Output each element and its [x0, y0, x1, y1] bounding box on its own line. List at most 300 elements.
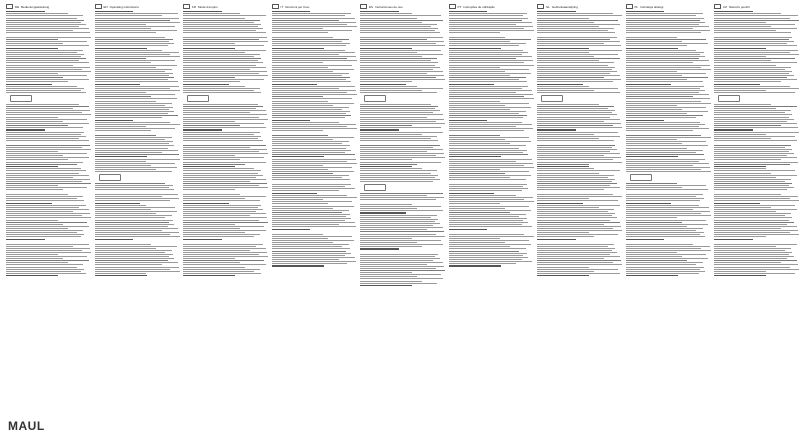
text-line [95, 161, 147, 162]
text-line [272, 37, 334, 38]
text-line [537, 37, 617, 38]
text-line [272, 115, 352, 116]
text-line [272, 77, 350, 78]
text-line [449, 22, 532, 23]
button-illustration [187, 95, 209, 102]
text-line [626, 50, 697, 51]
text-line [183, 11, 222, 12]
text-line [449, 101, 501, 102]
text-line [95, 107, 173, 108]
text-line [6, 24, 86, 25]
text-line [360, 117, 427, 118]
text-line [449, 210, 532, 211]
text-line [6, 69, 82, 70]
text-line [714, 209, 797, 210]
button-illustration [99, 174, 121, 181]
text-line [183, 117, 259, 118]
text-line [626, 264, 697, 265]
text-line [626, 222, 683, 223]
text-line [449, 156, 501, 157]
text-line [360, 268, 436, 269]
text-line [95, 194, 178, 195]
text-line [272, 132, 353, 134]
button-illustration [718, 95, 740, 102]
text-line [537, 54, 618, 55]
text-line [95, 111, 175, 112]
text-line [272, 58, 348, 59]
text-line [626, 252, 678, 253]
text-line [360, 127, 441, 128]
text-line [714, 67, 791, 68]
text-line [272, 201, 353, 202]
text-line [183, 209, 263, 210]
text-line [537, 183, 617, 184]
text-line [626, 207, 709, 208]
text-line [626, 124, 706, 125]
text-line [449, 246, 511, 247]
text-line [449, 231, 533, 233]
text-line [360, 108, 435, 109]
manual-column-cz [714, 4, 800, 416]
text-line [449, 132, 534, 134]
text-line [95, 50, 162, 51]
text-line [95, 222, 170, 223]
text-line [6, 234, 84, 235]
text-line [95, 260, 168, 261]
text-line [714, 50, 798, 51]
text-line [6, 275, 58, 276]
column-heading: Istruzioni per l'uso [285, 4, 310, 9]
text-line [272, 28, 324, 29]
text-line [360, 145, 440, 146]
text-line [95, 120, 134, 121]
text-line [95, 90, 180, 91]
text-line [360, 123, 445, 124]
text-line [626, 275, 678, 276]
language-label: ES [369, 4, 374, 9]
text-line [6, 106, 89, 107]
column-header [537, 4, 623, 9]
text-line [714, 62, 797, 63]
text-line [95, 217, 166, 218]
text-line [183, 220, 259, 221]
text-line [6, 108, 73, 109]
text-line [360, 119, 444, 120]
text-line [626, 107, 707, 108]
text-line [537, 52, 589, 53]
text-line [360, 262, 443, 263]
text-line [537, 162, 622, 163]
text-line [449, 218, 527, 219]
text-line [537, 129, 576, 130]
text-line [6, 264, 83, 265]
text-line [360, 73, 427, 74]
text-line [537, 140, 614, 141]
text-line [6, 209, 89, 210]
text-line [272, 236, 353, 237]
text-line [714, 177, 776, 178]
text-line [449, 197, 533, 198]
text-line [6, 271, 81, 272]
text-line [6, 45, 89, 46]
text-line [272, 154, 355, 155]
text-line [626, 271, 706, 272]
text-line [626, 230, 697, 231]
text-line [626, 209, 693, 210]
text-line [360, 175, 438, 176]
text-line [95, 84, 141, 85]
text-line [714, 110, 791, 111]
text-line [183, 28, 263, 29]
text-line [714, 15, 798, 16]
text-line [272, 67, 329, 68]
text-line [537, 30, 608, 31]
text-line [95, 60, 176, 61]
text-line [183, 187, 268, 188]
text-line [449, 190, 522, 191]
text-line [6, 75, 87, 76]
text-line [272, 231, 357, 233]
text-line [714, 134, 766, 135]
text-line [626, 28, 693, 29]
text-line [95, 271, 180, 272]
text-line [272, 32, 329, 33]
text-line [6, 48, 58, 49]
text-line [183, 48, 235, 49]
text-line [537, 177, 608, 178]
text-line [626, 150, 703, 151]
text-line [360, 217, 431, 218]
text-line [6, 37, 91, 38]
manual-column-de [6, 4, 92, 416]
text-line [449, 203, 501, 204]
text-line [626, 154, 704, 155]
text-line [183, 244, 263, 245]
text-line [360, 204, 412, 205]
text-line [449, 257, 529, 258]
text-line [272, 26, 357, 27]
text-line [95, 196, 162, 197]
text-line [183, 189, 235, 190]
text-line [6, 246, 73, 247]
text-line [449, 26, 533, 27]
text-line [714, 88, 799, 89]
text-line [95, 71, 166, 72]
text-line [360, 208, 417, 209]
text-line [6, 262, 68, 263]
text-line [626, 54, 701, 55]
text-line [714, 236, 766, 237]
text-line [626, 39, 707, 40]
text-line [95, 41, 170, 42]
text-line [6, 112, 82, 113]
text-line [626, 256, 683, 257]
text-line [449, 130, 525, 131]
text-line [95, 159, 180, 160]
text-line [183, 191, 264, 193]
text-line [626, 215, 711, 216]
text-line [6, 114, 91, 115]
text-line [183, 65, 256, 66]
text-line [714, 75, 794, 76]
text-line [272, 94, 357, 95]
text-line [95, 115, 178, 116]
text-line [714, 24, 795, 25]
text-line [714, 168, 766, 169]
text-line [272, 248, 350, 249]
text-line [272, 143, 343, 144]
text-line [449, 186, 524, 187]
text-line [537, 273, 620, 274]
text-line [6, 239, 45, 240]
text-line [272, 242, 334, 243]
text-line [272, 244, 349, 245]
text-line [6, 269, 84, 270]
text-line [626, 156, 678, 157]
text-line [360, 164, 417, 165]
text-line [449, 179, 526, 180]
text-line [183, 84, 229, 85]
text-line [95, 88, 171, 89]
text-line [272, 246, 343, 247]
text-line [714, 125, 781, 126]
text-line [714, 181, 785, 182]
text-line [626, 260, 688, 261]
text-line [626, 135, 702, 136]
text-line [272, 13, 352, 14]
text-line [714, 191, 797, 193]
text-line [626, 194, 703, 195]
text-line [183, 79, 264, 80]
text-line [272, 179, 350, 180]
text-line [6, 203, 52, 204]
text-line [6, 136, 86, 137]
text-line [183, 50, 266, 51]
text-line [449, 90, 532, 91]
text-line [537, 67, 615, 68]
text-line [449, 94, 533, 95]
text-line [714, 256, 794, 257]
text-line [537, 217, 617, 218]
text-line [360, 254, 438, 255]
text-line [6, 162, 83, 163]
text-line [272, 62, 324, 63]
text-line [6, 67, 90, 68]
text-line [183, 92, 261, 93]
text-line [360, 45, 445, 46]
text-line [6, 164, 77, 165]
text-line [272, 234, 324, 235]
text-line [537, 153, 620, 154]
text-line [537, 127, 622, 128]
column-header [626, 4, 712, 9]
text-line [95, 191, 168, 193]
text-line [272, 161, 348, 162]
text-line [537, 232, 589, 233]
text-line [537, 58, 620, 59]
text-line [626, 232, 704, 233]
text-line [6, 273, 86, 274]
text-line [626, 92, 699, 93]
text-line [183, 13, 240, 14]
text-line [449, 54, 522, 55]
text-line [714, 248, 791, 249]
text-line [626, 244, 693, 245]
text-line [714, 159, 781, 160]
text-line [272, 159, 356, 160]
text-line [360, 121, 436, 122]
text-line [537, 41, 620, 42]
text-line [95, 258, 175, 259]
text-line [714, 86, 790, 87]
text-line [449, 71, 506, 72]
text-line [360, 256, 435, 257]
text-line [360, 221, 435, 222]
text-line [626, 26, 709, 27]
text-line [449, 62, 525, 63]
language-label: DE [15, 4, 20, 9]
text-line [449, 251, 520, 252]
text-line [360, 240, 441, 241]
text-line [537, 77, 604, 78]
text-line [360, 215, 437, 216]
text-line [95, 79, 168, 80]
text-line [537, 149, 617, 150]
text-line [183, 264, 266, 265]
text-line [449, 169, 501, 170]
text-line [449, 208, 506, 209]
book-icon [449, 4, 456, 9]
text-line [449, 28, 525, 29]
text-line [449, 163, 533, 164]
text-line [272, 50, 345, 51]
text-line [537, 84, 583, 85]
text-line [95, 103, 172, 104]
text-line [714, 138, 771, 139]
text-line [714, 54, 799, 55]
text-line [626, 128, 709, 129]
text-line [537, 203, 583, 204]
text-line [537, 88, 618, 89]
text-line [360, 242, 417, 243]
text-line [360, 236, 445, 237]
text-line [449, 98, 534, 99]
text-line [95, 37, 166, 38]
book-icon [6, 4, 13, 9]
text-line [95, 143, 170, 144]
text-line [95, 15, 162, 16]
text-line [360, 65, 435, 66]
text-line [272, 169, 329, 170]
text-line [272, 107, 349, 108]
text-line [272, 175, 349, 176]
text-line [449, 150, 527, 151]
text-line [626, 224, 709, 225]
text-line [183, 224, 235, 225]
text-line [626, 15, 697, 16]
text-line [626, 32, 702, 33]
text-line [183, 125, 240, 126]
text-line [272, 52, 355, 53]
text-line [360, 48, 412, 49]
text-line [626, 183, 678, 184]
text-line [6, 28, 89, 29]
text-line [183, 54, 260, 55]
text-line [537, 269, 618, 270]
text-line [626, 171, 711, 172]
text-line [626, 48, 678, 49]
text-line [626, 203, 672, 204]
text-line [714, 250, 785, 251]
text-line [537, 159, 613, 160]
text-line [6, 220, 58, 221]
text-line [183, 60, 258, 61]
text-line [183, 213, 266, 214]
text-line [537, 75, 620, 76]
text-line [360, 206, 441, 207]
text-line [183, 203, 229, 204]
text-line [272, 39, 349, 40]
text-line [95, 254, 173, 255]
text-line [183, 86, 245, 87]
text-line [537, 81, 613, 82]
text-line [95, 269, 171, 270]
text-line [183, 37, 267, 38]
text-line [714, 132, 799, 133]
text-line [272, 60, 357, 61]
text-line [626, 120, 665, 121]
text-line [537, 56, 594, 57]
text-line [714, 173, 771, 174]
text-line [626, 239, 665, 240]
text-line [183, 175, 263, 176]
text-line [537, 43, 604, 44]
text-line [537, 260, 621, 261]
text-line [183, 30, 256, 31]
text-line [360, 162, 441, 163]
text-line [272, 173, 334, 174]
text-line [183, 112, 250, 113]
text-line [360, 283, 437, 284]
text-line [95, 209, 152, 210]
text-line [6, 153, 87, 154]
text-line [537, 191, 621, 193]
text-line [714, 271, 766, 272]
text-line [95, 24, 147, 25]
text-line [95, 62, 152, 63]
button-illustration [364, 184, 386, 191]
text-line [360, 264, 427, 265]
text-line [714, 179, 791, 180]
text-line [183, 41, 268, 42]
text-line [626, 143, 683, 144]
book-icon [537, 4, 544, 9]
text-line [626, 115, 703, 116]
column-body [714, 11, 800, 276]
text-line [360, 58, 437, 59]
text-line [95, 239, 134, 240]
language-label: CZ [723, 4, 727, 9]
text-line [360, 147, 433, 148]
text-line [6, 248, 90, 249]
text-line [6, 205, 86, 206]
text-line [95, 30, 178, 31]
text-line [6, 50, 83, 51]
text-line [537, 275, 589, 276]
text-line [449, 24, 516, 25]
column-header [360, 4, 446, 9]
text-line [272, 214, 350, 215]
